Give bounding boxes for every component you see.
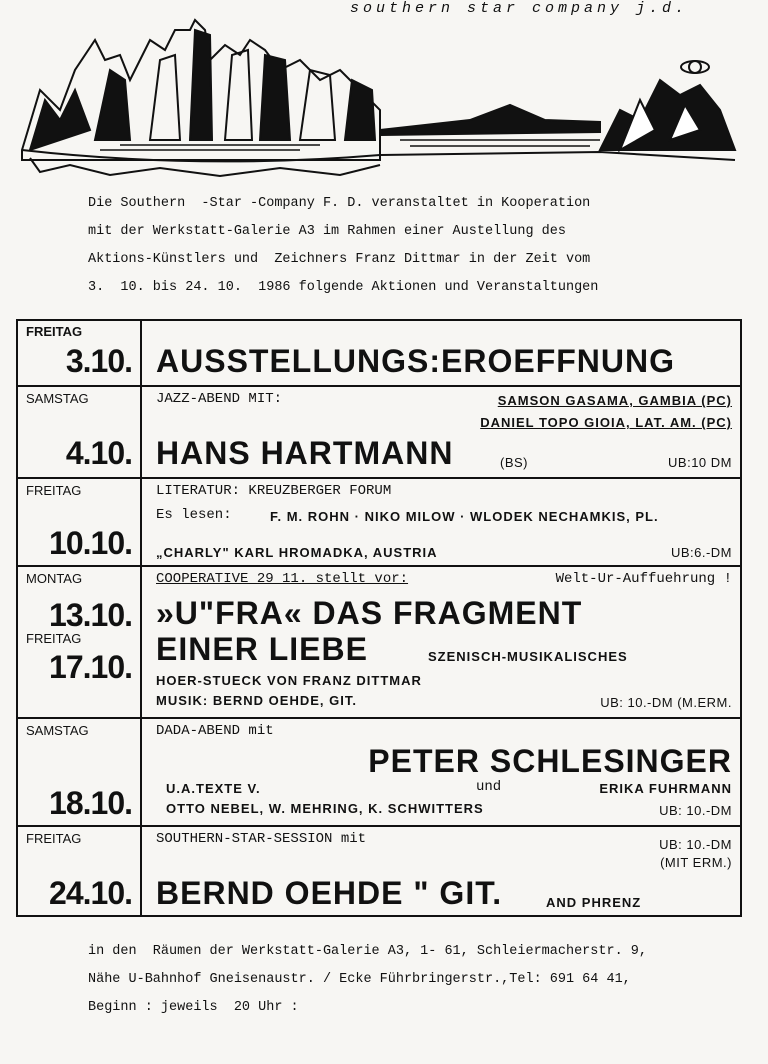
footer-line-2: Nähe U-Bahnhof Gneisenaustr. / Ecke Führbringerstr.,Tel: 691 64 41, bbox=[88, 972, 631, 987]
texts-label: U.A.TEXTE V. bbox=[166, 781, 261, 796]
event-subtitle: HOER-STUECK VON FRANZ DITTMAR bbox=[156, 673, 422, 688]
event-cell bbox=[141, 826, 741, 916]
footer-line-3: Beginn : jeweils 20 Uhr : bbox=[88, 1000, 299, 1015]
date-cell bbox=[17, 478, 141, 566]
company-header: southern star company j.d. bbox=[350, 0, 689, 17]
weekday: FREITAG bbox=[26, 483, 82, 498]
title-suffix: (BS) bbox=[500, 455, 528, 470]
event-cell bbox=[141, 386, 741, 478]
city-skyline-illustration bbox=[0, 0, 768, 185]
readers: F. M. ROHN · NIKO MILOW · WLODEK NECHAMKIS, PL. bbox=[270, 509, 659, 524]
intro-line-3: Aktions-Künstlers und Zeichners Franz Dittmar in der Zeit vom bbox=[88, 252, 591, 267]
footer-line-1: in den Räumen der Werkstatt-Galerie A3, 1- 61, Schleiermacherstr. 9, bbox=[88, 944, 647, 959]
event-cell bbox=[141, 320, 741, 386]
event-title: BERND OEHDE " GIT. bbox=[156, 875, 503, 911]
event-date: 3.10. bbox=[65, 343, 132, 379]
event-intro: LITERATUR: KREUZBERGER FORUM bbox=[156, 483, 392, 499]
footer-text bbox=[88, 938, 647, 1022]
weekday: MONTAG bbox=[26, 571, 83, 586]
readers-label: Es lesen: bbox=[156, 507, 232, 523]
event-title: HANS HARTMANN bbox=[156, 435, 454, 471]
artist-line: DANIEL TOPO GIOIA, LAT. AM. (PC) bbox=[480, 415, 732, 430]
event-cell bbox=[141, 566, 741, 718]
price: UB: 10.-DM bbox=[659, 837, 732, 852]
reader-line: „CHARLY" KARL HROMADKA, AUSTRIA bbox=[156, 545, 438, 560]
intro-line-2: mit der Werkstatt-Galerie A3 im Rahmen einer Austellung des bbox=[88, 224, 566, 239]
event-row bbox=[17, 718, 741, 826]
event-date: 13.10. bbox=[49, 597, 132, 633]
event-subtitle: SZENISCH-MUSIKALISCHES bbox=[428, 649, 628, 664]
intro-text bbox=[88, 190, 598, 302]
date-cell bbox=[17, 320, 141, 386]
title-suffix: AND PHRENZ bbox=[546, 895, 642, 910]
program-table bbox=[16, 319, 742, 917]
date-cell bbox=[17, 386, 141, 478]
event-title: PETER SCHLESINGER bbox=[368, 743, 732, 779]
event-date: 24.10. bbox=[49, 875, 132, 911]
price: UB:6.-DM bbox=[670, 545, 732, 560]
price: UB: 10.-DM (M.ERM. bbox=[600, 695, 732, 710]
event-row bbox=[17, 320, 741, 386]
event-date: 18.10. bbox=[49, 785, 132, 821]
weekday: FREITAG bbox=[26, 831, 82, 846]
event-title: AUSSTELLUNGS:EROEFFNUNG bbox=[156, 343, 675, 379]
event-title: EINER LIEBE bbox=[156, 631, 368, 667]
premiere-note: Welt-Ur-Auffuehrung ! bbox=[555, 571, 732, 587]
event-title: »U"FRA« DAS FRAGMENT bbox=[156, 595, 583, 631]
event-date: 17.10. bbox=[49, 649, 132, 685]
event-row bbox=[17, 566, 741, 718]
intro-line-1: Die Southern -Star -Company F. D. veranstaltet in Kooperation bbox=[88, 196, 591, 211]
partner-name: ERIKA FUHRMANN bbox=[599, 781, 732, 796]
weekday: FREITAG bbox=[26, 324, 83, 339]
date-cell bbox=[17, 826, 141, 916]
weekday: FREITAG bbox=[26, 631, 82, 646]
event-row bbox=[17, 386, 741, 478]
event-intro: JAZZ-ABEND MIT: bbox=[156, 391, 283, 407]
weekday: SAMSTAG bbox=[26, 723, 89, 738]
date-cell bbox=[17, 566, 141, 718]
artist-line: SAMSON GASAMA, GAMBIA (PC) bbox=[497, 393, 732, 408]
event-cell bbox=[141, 478, 741, 566]
event-intro: COOPERATIVE 29 11. stellt vor: bbox=[156, 571, 409, 587]
price: UB: 10.-DM bbox=[659, 803, 732, 818]
and-word: und bbox=[476, 779, 502, 795]
date-cell bbox=[17, 718, 141, 826]
event-date: 4.10. bbox=[65, 435, 132, 471]
weekday: SAMSTAG bbox=[26, 391, 89, 406]
music-credit: MUSIK: BERND OEHDE, GIT. bbox=[156, 693, 357, 708]
intro-line-4: 3. 10. bis 24. 10. 1986 folgende Aktionen und Veranstaltungen bbox=[88, 280, 599, 295]
authors: OTTO NEBEL, W. MEHRING, K. SCHWITTERS bbox=[166, 801, 484, 816]
event-date: 10.10. bbox=[49, 525, 132, 561]
event-intro: SOUTHERN-STAR-SESSION mit bbox=[156, 831, 367, 847]
event-row bbox=[17, 478, 741, 566]
price-note: (MIT ERM.) bbox=[660, 855, 732, 870]
event-intro: DADA-ABEND mit bbox=[156, 723, 274, 739]
event-cell bbox=[141, 718, 741, 826]
price: UB:10 DM bbox=[668, 455, 732, 470]
event-row bbox=[17, 826, 741, 916]
